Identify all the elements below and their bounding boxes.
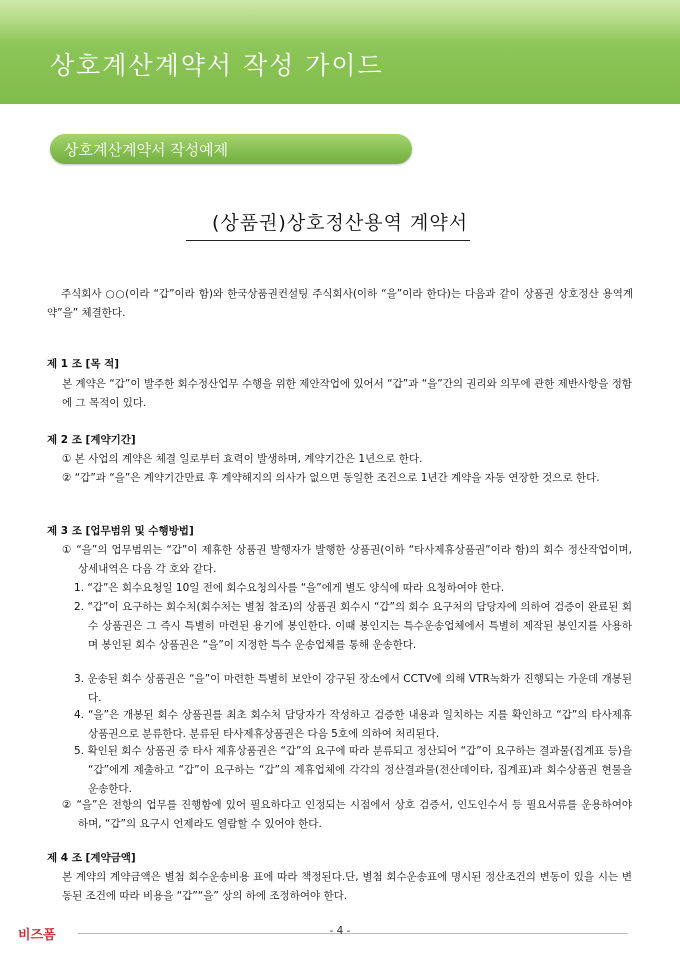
banner-shine bbox=[0, 0, 680, 40]
preamble: 주식회사 ○○(이라 “갑”이라 함)와 한국상품권컨설팅 주식회사(이하 “을”이라 한다)는 다음과 같이 상품권 상호정산 용역계약”을” 체결한다. bbox=[47, 288, 633, 319]
article-3-item-3: 3. 운송된 회수 상품권은 “을”이 마련한 특별히 보안이 강구된 장소에서 CCTV에 의해 VTR녹화가 진행되는 가운데 개봉된다. bbox=[74, 673, 632, 704]
article-2-heading: 제 2 조 [계약기간] bbox=[47, 434, 136, 446]
article-3-item-5: 5. 확인된 회수 상품권 중 타사 제휴상품권은 “갑”의 요구에 따라 분류되고 정산되어 “갑”이 요구하는 결과물(집계표 등)을 “갑”에게 제출하고 “갑”이 요구하는 “갑”의 제휴업체에 각각의 정산결과물(전산데이타, 집계표)과 회수상품권 현물을 운송한다. bbox=[74, 745, 632, 795]
article-1-text: 본 계약은 “갑”이 발주한 회수정산업무 수행을 위한 제안작업에 있어서 “갑”과 “을”간의 권리와 의무에 관한 제반사항을 정함에 그 목적이 있다. bbox=[62, 378, 632, 409]
article-2-clause-1: ① 본 사업의 계약은 체결 일로부터 효력이 발생하며, 계약기간은 1년으로 한다. bbox=[62, 453, 423, 465]
header-banner bbox=[0, 0, 680, 104]
article-3-item-2: 2. “갑”이 요구하는 회수처(회수처는 별첨 참조)의 상품권 회수시 “갑”의 회수 요구처의 담당자에 의하여 검증이 완료된 회수 상품권은 그 즉시 특별히 마련된 용기에 봉인한다. 이때 봉인지는 특수운송업체에서 특별히 제작된 봉인지를 사용하며 봉인된 회수 상품권은 “을”이 지정한 특수 운송업체를 통해 운송한다. bbox=[74, 601, 632, 651]
page-number: - 4 - bbox=[329, 925, 351, 937]
section-label: 상호계산계약서 작성예제 bbox=[64, 141, 229, 159]
title-underline bbox=[186, 240, 470, 241]
article-3-item-1: 1. “갑”은 회수요청일 10일 전에 회수요청의사를 “을”에게 별도 양식에 따라 요청하여야 한다. bbox=[74, 582, 505, 594]
section-label-pill bbox=[50, 134, 412, 164]
guide-title: 상호계산계약서 작성 가이드 bbox=[50, 51, 384, 80]
document-title: (상품권)상호정산용역 계약서 bbox=[211, 212, 469, 234]
article-3-clause-2: ② “을”은 전항의 업무를 진행함에 있어 필요하다고 인정되는 시점에서 상호 검증서, 인도인수서 등 필요서류를 운용하여야 하며, “갑”의 요구시 언제라도 열람할 수 있어야 한다. bbox=[62, 799, 632, 830]
article-1-heading: 제 1 조 [목 적] bbox=[47, 358, 120, 370]
article-2-clause-2: ② “갑”과 “을”은 계약기간만료 후 계약해지의 의사가 없으면 동일한 조건으로 1년간 계약을 자동 연장한 것으로 한다. bbox=[62, 472, 600, 484]
article-4-text: 본 계약의 계약금액은 별첨 회수운송비용 표에 따라 책정된다.단, 별첨 회수운송표에 명시된 정산조건의 변동이 있을 시는 변동된 조건에 따라 비용을 “갑”“을” 상의 하에 조정하여야 한다. bbox=[62, 871, 632, 902]
article-4-heading: 제 4 조 [계약금액] bbox=[47, 852, 136, 864]
bizforms-logo bbox=[18, 920, 74, 944]
logo-text: 비즈폼 bbox=[18, 928, 56, 943]
article-3-item-4: 4. “을”은 개봉된 회수 상품권를 최초 회수처 담당자가 작성하고 검증한 내용과 일치하는 지를 확인하고 “갑”의 타사제휴상품권으로 분류한다. 분류된 타사제휴상품권은 다음 5호에 의하여 처리된다. bbox=[74, 709, 632, 740]
article-3-heading: 제 3 조 [업무범위 및 수행방법] bbox=[47, 525, 194, 537]
article-3-clause-1: ① “을”의 업무범위는 “갑”이 제휴한 상품권 발행자가 발행한 상품권(이하 “타사제휴상품권”이라 함)의 회수 정산작업이며, 상세내역은 다음 각 호와 같다. bbox=[62, 544, 632, 575]
